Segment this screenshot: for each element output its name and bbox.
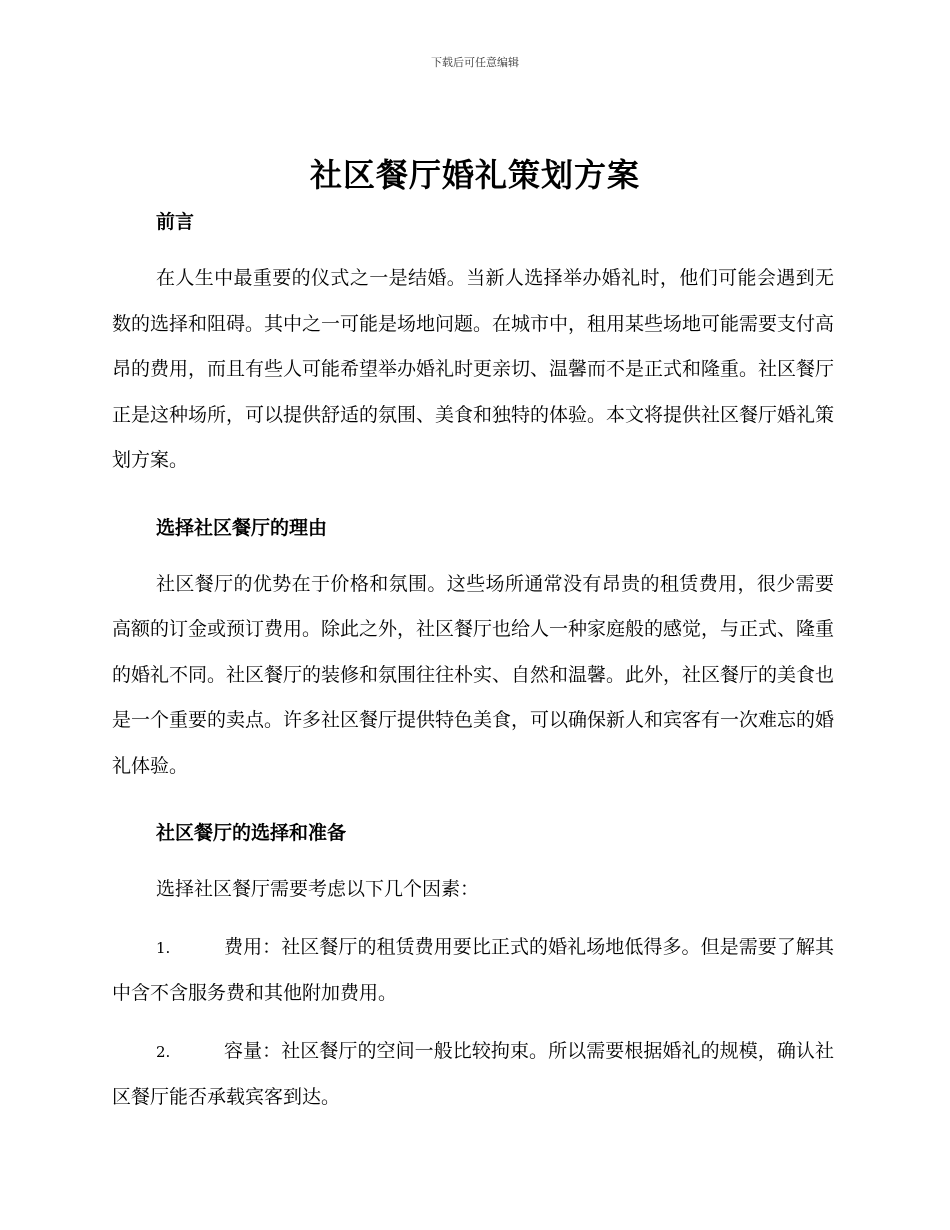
section-heading-reasons: 选择社区餐厅的理由 bbox=[156, 516, 328, 539]
list-item-number: 1. bbox=[156, 938, 171, 957]
document-body bbox=[112, 200, 834, 1121]
document-title: 社区餐厅婚礼策划方案 bbox=[309, 156, 640, 194]
list-item-number: 2. bbox=[156, 1042, 171, 1061]
header-note: 下载后可任意编辑 bbox=[431, 56, 519, 69]
paragraph: 在人生中最重要的仪式之一是结婚。当新人选择举办婚礼时，他们可能会遇到无数的选择和阻碍。其中之一可能是场地问题。在城市中，租用某些场地可能需要支付高昂的费用，而且有些人可能希望举办婚礼时更亲切、温馨而不是正式和隆重。社区餐厅正是这种场所，可以提供舒适的氛围、美食和独特的体验。本文将提供社区餐厅婚礼策划方案。 bbox=[112, 267, 835, 471]
paragraph: 选择社区餐厅需要考虑以下几个因素： bbox=[156, 878, 480, 900]
list-item bbox=[112, 925, 834, 1017]
list-item bbox=[112, 1029, 834, 1121]
paragraph: 社区餐厅的优势在于价格和氛围。这些场所通常没有昂贵的租赁费用，很少需要高额的订金或预订费用。除此之外，社区餐厅也给人一种家庭般的感觉，与正式、隆重的婚礼不同。社区餐厅的装修和氛围往往朴实、自然和温馨。此外，社区餐厅的美食也是一个重要的卖点。许多社区餐厅提供特色美食，可以确保新人和宾客有一次难忘的婚礼体验。 bbox=[112, 572, 835, 777]
section-heading-preface: 前言 bbox=[156, 211, 195, 233]
list-item-text: 容量：社区餐厅的空间一般比较拘束。所以需要根据婚礼的规模，确认社区餐厅能否承载宾客到达。 bbox=[112, 1039, 834, 1108]
section-heading-selection: 社区餐厅的选择和准备 bbox=[156, 822, 347, 844]
list-item-text: 费用：社区餐厅的租赁费用要比正式的婚礼场地低得多。但是需要了解其中含不含服务费和其他附加费用。 bbox=[112, 935, 834, 1004]
